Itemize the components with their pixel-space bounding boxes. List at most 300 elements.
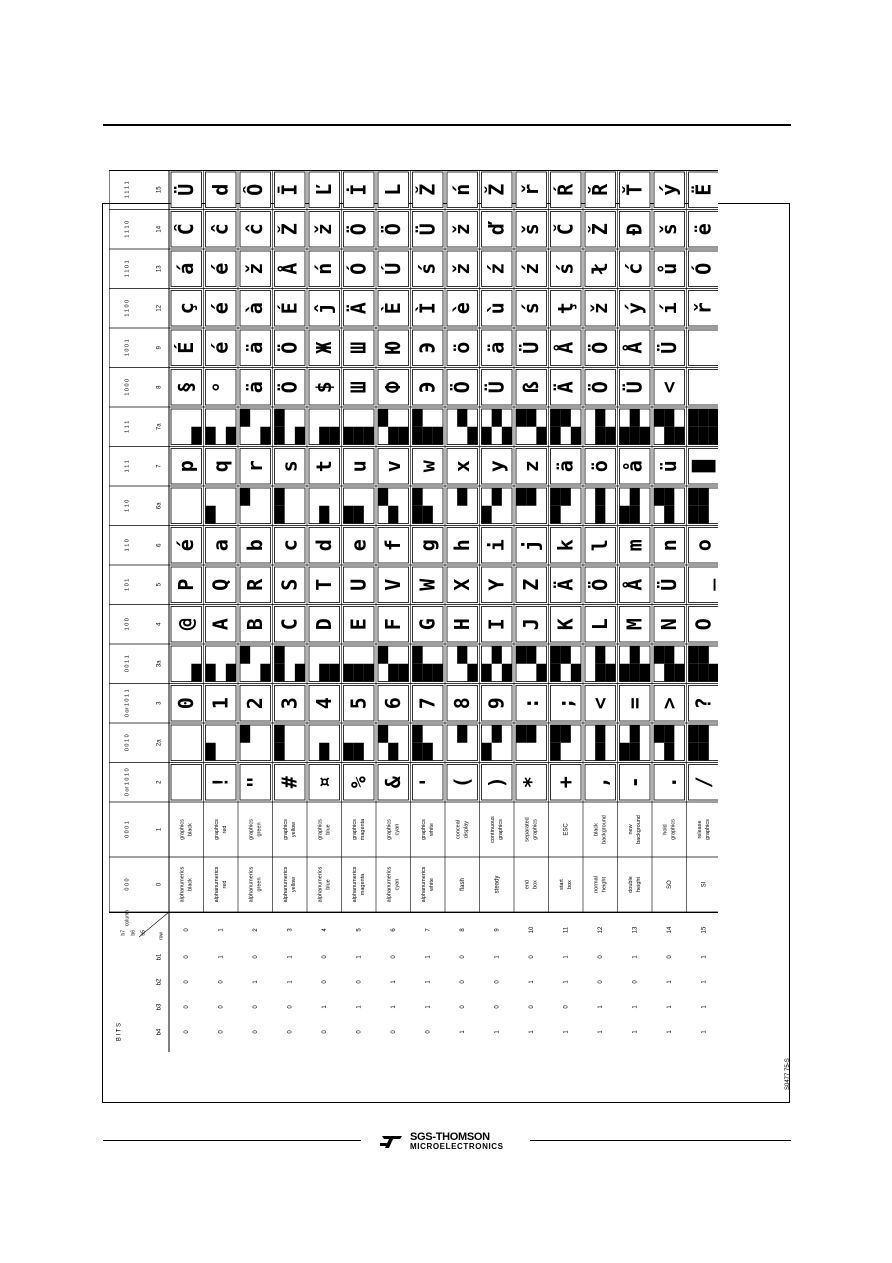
alpha-control-label: alphanumerics (214, 866, 221, 903)
glyph: ĉ (242, 223, 267, 236)
graphics-control-label: graphics (498, 819, 505, 840)
glyph: ď (484, 223, 509, 236)
row-bit: 0 (287, 1005, 294, 1009)
mosaic-block (551, 664, 561, 682)
graphics-control-label: red (222, 825, 229, 834)
mosaic-block (689, 506, 699, 524)
glyph: F (380, 618, 405, 631)
glyph: U (346, 578, 371, 591)
alpha-control-label: alphanumerics (317, 866, 324, 903)
mosaic-block (536, 427, 546, 445)
mosaic-block (344, 743, 354, 761)
glyph: " (242, 776, 267, 789)
mosaic-block (502, 664, 512, 682)
graphics-control-label: continuous (490, 816, 497, 843)
row-bit: 1 (287, 980, 294, 984)
graphics-control-label: green (256, 822, 263, 837)
row-bit: 0 (390, 1030, 397, 1034)
glyph-cell (171, 488, 202, 524)
row-bit: 1 (701, 1030, 708, 1034)
glyph: Y (484, 578, 509, 591)
glyph: L (380, 183, 405, 196)
mosaic-block (482, 427, 492, 445)
mosaic-block (605, 664, 615, 682)
column-label: 6 (156, 543, 163, 547)
mosaic-block (640, 664, 650, 682)
row-number: 1 (218, 928, 225, 932)
glyph-cell (689, 330, 719, 366)
glyph: Ü (622, 381, 647, 394)
alpha-control-label: red (222, 880, 229, 889)
graphics-control-label: graphics (421, 819, 428, 840)
glyph: b (242, 539, 267, 552)
glyph: Đ (622, 223, 647, 236)
mosaic-block (516, 409, 526, 427)
graphics-control-label: background (601, 815, 608, 844)
glyph: H (449, 618, 474, 631)
glyph: Ö (449, 381, 474, 394)
mosaic-block (654, 409, 664, 427)
column-bits: 1 1 1 1 (124, 181, 131, 199)
footer-rule-right (530, 1140, 791, 1141)
glyph: h (449, 539, 474, 552)
glyph: Ö (277, 381, 302, 394)
graphics-control-label: separated (524, 817, 531, 842)
glyph: A (208, 618, 233, 631)
mosaic-block (664, 664, 674, 682)
glyph: u (346, 460, 371, 473)
glyph: Ĉ (173, 223, 198, 236)
glyph: * (518, 776, 543, 789)
row-bit: 0 (183, 1030, 190, 1034)
mosaic-block (620, 743, 630, 761)
company-logo (378, 1131, 504, 1153)
glyph: İ (346, 183, 371, 196)
mosaic-block (654, 646, 664, 664)
row-bit: 1 (252, 980, 259, 984)
mosaic-block (689, 725, 699, 743)
glyph: > (656, 697, 681, 710)
mosaic-block (526, 646, 536, 664)
glyph: § (173, 381, 198, 394)
mosaic-block (689, 488, 699, 506)
row-bit: 0 (183, 980, 190, 984)
mosaic-block (630, 725, 640, 743)
row-number: 6 (390, 928, 397, 932)
mosaic-block (551, 743, 561, 761)
mosaic-block (620, 427, 630, 445)
mosaic-block (630, 409, 640, 427)
alpha-control-label: height (601, 877, 608, 892)
row-bit: 1 (356, 955, 363, 959)
column-label: 7 (156, 464, 163, 468)
glyph: Å (553, 341, 578, 354)
mosaic-block (240, 488, 250, 506)
row-bit: 0 (528, 955, 535, 959)
glyph: Ö (380, 223, 405, 236)
row-bit: 0 (597, 980, 604, 984)
column-label: 2 (156, 780, 163, 784)
mosaic-block (423, 427, 433, 445)
glyph: ţ (553, 302, 578, 315)
glyph: ć (622, 262, 647, 275)
alpha-control-label: SI (701, 881, 708, 888)
bit-label-b1: b1 (156, 953, 163, 961)
glyph: V (380, 578, 405, 591)
glyph: - (622, 776, 647, 789)
graphics-control-label: conceal (455, 820, 462, 839)
row-bit: 1 (666, 1030, 673, 1034)
row-bit: 0 (321, 980, 328, 984)
glyph: Ö (587, 578, 612, 591)
glyph: y (484, 460, 509, 473)
character-table (109, 162, 718, 1052)
glyph: ś (553, 262, 578, 275)
glyph: Ü (656, 578, 681, 591)
glyph: ä (553, 460, 578, 473)
glyph: ! (208, 776, 233, 789)
mosaic-block (689, 409, 699, 427)
column-bits: 1 0 1 (124, 578, 131, 591)
mosaic-block (630, 664, 640, 682)
glyph: a (208, 539, 233, 552)
graphics-control-label: graphics (532, 819, 539, 840)
mosaic-block (571, 664, 581, 682)
glyph: ů (656, 262, 681, 275)
mosaic-block (398, 427, 408, 445)
graphics-control-label: graphics (283, 819, 290, 840)
glyph: ç (173, 302, 198, 315)
row-number: 7 (425, 928, 432, 932)
graphics-control-label: cyan (394, 823, 401, 836)
glyph: $ (311, 381, 336, 394)
graphics-control-label: graphics (352, 819, 359, 840)
glyph: L (587, 618, 612, 631)
glyph: ? (691, 697, 716, 710)
glyph: Ó (691, 262, 716, 275)
graphics-control-label: graphics (670, 819, 677, 840)
mosaic-block (699, 646, 709, 664)
mosaic-block (433, 664, 443, 682)
column-bits: 1 1 0 1 (124, 260, 131, 278)
graphics-control-label: white (429, 823, 436, 836)
row-bit: 1 (563, 980, 570, 984)
mosaic-block (354, 664, 364, 682)
column-bits: 0 0 1 0 (124, 734, 131, 752)
logo-line1: SGS-THOMSON (410, 1131, 490, 1143)
glyph: Å (622, 578, 647, 591)
mosaic-block (457, 488, 467, 506)
glyph: , (587, 776, 612, 789)
glyph: ž (311, 223, 336, 236)
mosaic-block (191, 664, 201, 682)
glyph: Å (622, 341, 647, 354)
column-bits: 0 0 1 1 (124, 655, 131, 673)
mosaic-block (275, 427, 285, 445)
mosaic-block (206, 427, 216, 445)
mosaic-block (388, 506, 398, 524)
graphics-control-label: graphics (179, 819, 186, 840)
mosaic-block (630, 743, 640, 761)
graphics-control-label: graphics (214, 819, 221, 840)
mosaic-block (344, 506, 354, 524)
graphics-control-label: yellow (291, 821, 298, 838)
mosaic-block (492, 488, 502, 506)
alpha-control-label: SO (666, 880, 673, 889)
row-bit: 0 (252, 1005, 259, 1009)
glyph: Ŕ (553, 183, 578, 196)
glyph: < (656, 381, 681, 394)
glyph: ö (587, 460, 612, 473)
mosaic-block (388, 664, 398, 682)
glyph: l (587, 539, 612, 552)
mosaic-block (226, 427, 236, 445)
row-number: 5 (356, 928, 363, 932)
row-bit: 1 (425, 1005, 432, 1009)
glyph: ù (484, 302, 509, 315)
mosaic-block (492, 725, 502, 743)
alpha-control-label: box (567, 880, 574, 889)
mosaic-block (240, 725, 250, 743)
column-bits: 0 0 0 (124, 878, 131, 891)
mosaic-block (689, 427, 699, 445)
logo-line2: MICROELECTRONICS (410, 1142, 504, 1151)
row-bit: 1 (390, 980, 397, 984)
glyph: W (415, 578, 440, 591)
glyph: @ (173, 618, 198, 631)
mosaic-block (551, 409, 561, 427)
row-bit: 1 (666, 1005, 673, 1009)
mosaic-block (206, 664, 216, 682)
mosaic-block (226, 664, 236, 682)
mosaic-block (709, 664, 718, 682)
row-bit: 1 (632, 1030, 639, 1034)
glyph: S (277, 578, 302, 591)
column-label: 15 (156, 186, 163, 194)
graphics-control-label: display (463, 820, 470, 839)
glyph: í (656, 302, 681, 315)
glyph: Ф (380, 381, 405, 394)
column-label: 1 (156, 827, 163, 832)
mosaic-block (709, 409, 718, 427)
glyph: q (208, 460, 233, 473)
glyph: ý (656, 183, 681, 196)
mosaic-block (398, 664, 408, 682)
glyph: Ä (553, 578, 578, 591)
glyph: J (518, 618, 543, 631)
column-bits: 1 1 0 0 (124, 299, 131, 317)
mosaic-block (413, 488, 423, 506)
alpha-control-label: double (628, 876, 635, 893)
graphics-control-label: black (593, 823, 600, 836)
bit-label-b5: b5 (140, 930, 147, 936)
mosaic-block (516, 725, 526, 743)
glyph: r (242, 460, 267, 473)
glyph: B (242, 618, 267, 631)
mosaic-block (526, 488, 536, 506)
row-bit: 1 (459, 1030, 466, 1034)
mosaic-block (354, 506, 364, 524)
glyph: ž (449, 223, 474, 236)
glyph: e (346, 539, 371, 552)
mosaic-block (595, 725, 605, 743)
mosaic-block (664, 409, 674, 427)
glyph: ń (311, 262, 336, 275)
mosaic-block (595, 427, 605, 445)
row-bit: 1 (356, 1005, 363, 1009)
column-bits: 1 0 0 1 (124, 339, 131, 357)
row-bit: 0 (252, 1030, 259, 1034)
glyph: ä (242, 341, 267, 354)
glyph: ž (587, 302, 612, 315)
mosaic-block (378, 725, 388, 743)
mosaic-block (699, 743, 709, 761)
mosaic-block (344, 427, 354, 445)
row-bit: 0 (597, 955, 604, 959)
glyph: ń (449, 183, 474, 196)
mosaic-block (526, 409, 536, 427)
graphics-control-label: graphics (705, 819, 712, 840)
alpha-control-label: black (187, 878, 194, 891)
glyph: É (277, 302, 302, 315)
row-bit: 1 (701, 1005, 708, 1009)
mosaic-block (595, 646, 605, 664)
glyph: à (242, 302, 267, 315)
alpha-control-label: start (559, 879, 566, 890)
glyph: 1 (208, 697, 233, 710)
glyph: Э (415, 341, 440, 354)
mosaic-block (551, 646, 561, 664)
mosaic-block (388, 427, 398, 445)
glyph: Ī (277, 183, 302, 196)
glyph: Ë (691, 183, 716, 196)
column-label: 5 (156, 583, 163, 587)
mosaic-block (275, 646, 285, 664)
mosaic-block (378, 409, 388, 427)
mosaic-block (699, 427, 709, 445)
alpha-control-label: alphanumerics (352, 866, 359, 903)
glyph: ' (415, 776, 440, 789)
mosaic-block (364, 427, 374, 445)
bit-label-b2: b2 (156, 978, 163, 986)
glyph: 5 (346, 697, 371, 710)
row-bit: 1 (528, 980, 535, 984)
row-bit: 0 (218, 980, 225, 984)
glyph: È (380, 302, 405, 315)
mosaic-block (423, 743, 433, 761)
glyph: Ü (518, 341, 543, 354)
glyph: Ť (622, 183, 647, 196)
mosaic-block (423, 664, 433, 682)
mosaic-block (561, 725, 571, 743)
mosaic-block (457, 646, 467, 664)
mosaic-block (275, 743, 285, 761)
row-caption: row (158, 931, 165, 941)
mosaic-block (275, 409, 285, 427)
mosaic-block (699, 725, 709, 743)
glyph: é (173, 539, 198, 552)
bit-label-b6: b6 (130, 930, 137, 936)
glyph: Č (553, 223, 578, 236)
bit-label-b4: b4 (156, 1028, 163, 1036)
glyph: f (380, 539, 405, 552)
glyph: G (415, 618, 440, 631)
mosaic-block (344, 664, 354, 682)
mosaic-block (275, 506, 285, 524)
glyph: █ (691, 460, 716, 473)
alpha-control-label: yellow (291, 876, 298, 893)
alpha-control-label: alphanumerics (248, 866, 255, 903)
mosaic-block (640, 427, 650, 445)
mosaic-block (378, 646, 388, 664)
alpha-control-label: alphanumerics (386, 866, 393, 903)
glyph: ź (518, 262, 543, 275)
column-label: 3a (156, 660, 163, 668)
mosaic-block (319, 743, 329, 761)
row-number: 2 (252, 928, 259, 932)
mosaic-block (467, 427, 477, 445)
alpha-control-label: alphanumerics (421, 866, 428, 903)
mosaic-block (516, 488, 526, 506)
glyph: Ü (173, 183, 198, 196)
row-number: 15 (701, 926, 708, 934)
mosaic-block (482, 664, 492, 682)
mosaic-block (595, 506, 605, 524)
mosaic-block (689, 646, 699, 664)
mosaic-block (329, 427, 339, 445)
column-bits: 0 or 1 0 1 1 (124, 689, 131, 718)
glyph: Ü (656, 341, 681, 354)
row-bit: 1 (563, 955, 570, 959)
glyph: = (622, 697, 647, 710)
alpha-control-label: steady (494, 875, 501, 894)
mosaic-block (457, 725, 467, 743)
alpha-control-label: height (636, 877, 643, 892)
glyph: v (380, 460, 405, 473)
alpha-control-label: alphanumerics (179, 866, 186, 903)
mosaic-block (275, 664, 285, 682)
column-bits: 1 1 0 (124, 499, 131, 512)
glyph: M (622, 618, 647, 631)
mosaic-block (492, 409, 502, 427)
mosaic-block (571, 427, 581, 445)
column-bits: 1 1 0 (124, 539, 131, 552)
glyph: ¤ (311, 776, 336, 789)
alpha-control-label: blue (325, 879, 332, 890)
column-bits: 1 1 1 (124, 460, 131, 473)
glyph: Ö (346, 223, 371, 236)
mosaic-block (240, 646, 250, 664)
row-bit: 1 (321, 1005, 328, 1009)
mosaic-block (388, 743, 398, 761)
glyph: j (518, 539, 543, 552)
mosaic-block (423, 506, 433, 524)
row-number: 13 (632, 926, 639, 934)
glyph: g (415, 539, 440, 552)
alpha-control-label: green (256, 877, 263, 892)
mosaic-block (620, 664, 630, 682)
row-bit: 1 (632, 955, 639, 959)
glyph: : (518, 697, 543, 710)
row-bit: 0 (287, 1030, 294, 1034)
mosaic-block (240, 409, 250, 427)
glyph: è (449, 302, 474, 315)
glyph: Ú (380, 262, 405, 275)
glyph: 4 (311, 697, 336, 710)
mosaic-block (699, 664, 709, 682)
row-bit: 1 (528, 1030, 535, 1034)
glyph: Ž (484, 183, 509, 196)
